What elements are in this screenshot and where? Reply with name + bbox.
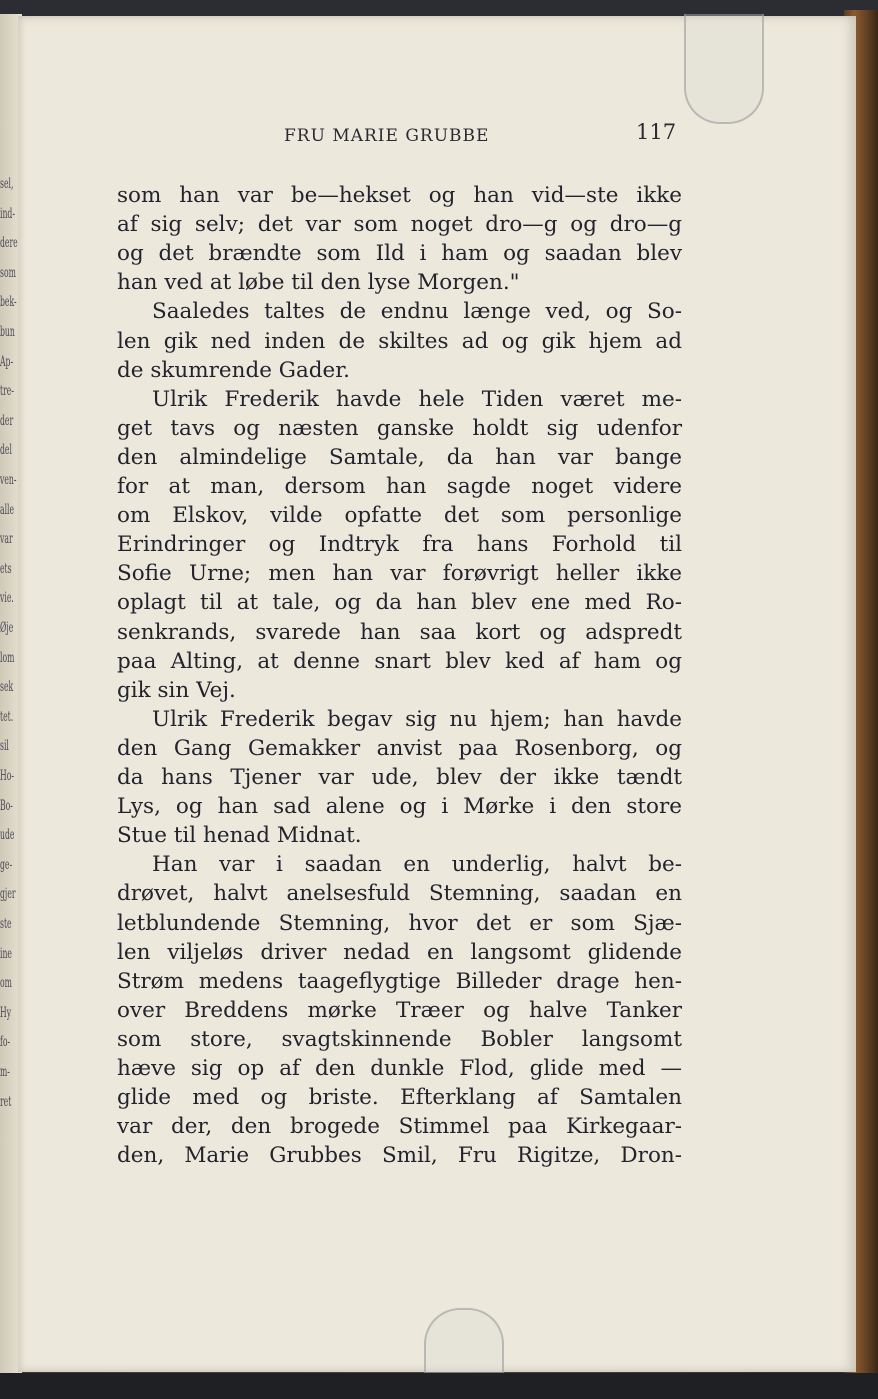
text-line: Stue til henad Midnat. (117, 823, 362, 848)
text-line: gik sin Vej. (117, 678, 236, 703)
prev-page-fragment: bek- (0, 294, 17, 310)
prev-page-fragment: lom (0, 650, 15, 666)
text-line: hæve sig op af den dunkle Flod, glide med — (117, 1056, 682, 1081)
text-line: len gik ned inden de skiltes ad og gik hjem ad (117, 329, 682, 354)
text-line: get tavs og næsten ganske holdt sig udenfor (117, 416, 682, 441)
text-line: om Elskov, vilde opfatte det som personlige (117, 503, 682, 528)
prev-page-fragment: tet. (0, 709, 14, 725)
prev-page-fragment: ste (0, 916, 12, 932)
text-line: senkrands, svarede han saa kort og adspredt (117, 620, 682, 645)
text-line: Erindringer og Indtryk fra hans Forhold til (117, 532, 682, 557)
text-line: da hans Tjener var ude, blev der ikke tændt (117, 765, 682, 790)
prev-page-fragment: ret (0, 1094, 12, 1110)
prev-page-fragment: ven- (0, 472, 17, 488)
prev-page-fragment: fo- (0, 1034, 11, 1050)
prev-page-fragment: sek (0, 679, 14, 695)
text-line: var der, den brogede Stimmel paa Kirkegaar- (117, 1114, 682, 1139)
prev-page-fragment: som (0, 265, 16, 281)
text-line: Han var i saadan en underlig, halvt be- (152, 852, 682, 877)
text-line: Saaledes taltes de endnu længe ved, og So- (152, 299, 682, 324)
text-line: paa Alting, at denne snart blev ked af ham og (117, 649, 682, 674)
text-line: oplagt til at tale, og da han blev ene med Ro- (117, 590, 682, 615)
text-line: Sofie Urne; men han var forøvrigt heller ikke (117, 561, 682, 586)
prev-page-fragment: om (0, 975, 12, 991)
text-line: som store, svagtskinnende Bobler langsomt (117, 1027, 682, 1052)
text-line: Strøm medens taageflygtige Billeder drage hen- (117, 969, 682, 994)
text-line: Ulrik Frederik begav sig nu hjem; han havde (152, 707, 682, 732)
text-line: Lys, og han sad alene og i Mørke i den store (117, 794, 682, 819)
text-line: han ved at løbe til den lyse Morgen." (117, 270, 520, 295)
text-line: den almindelige Samtale, da han var bange (117, 445, 682, 470)
text-line: den, Marie Grubbes Smil, Fru Rigitze, Dron- (117, 1143, 682, 1168)
text-line: drøvet, halvt anelsesfuld Stemning, saadan en (117, 881, 682, 906)
prev-page-fragment: sel, (0, 176, 14, 192)
text-line: den Gang Gemakker anvist paa Rosenborg, og (117, 736, 682, 761)
page-number: 117 (636, 120, 677, 144)
running-head: FRU MARIE GRUBBE (284, 126, 490, 146)
prev-page-fragment: ine (0, 946, 12, 962)
prev-page-fragment: sil (0, 738, 9, 754)
prev-page-fragment: Hy (0, 1005, 12, 1021)
prev-page-fragment: der (0, 413, 14, 429)
text-line: og det brændte som Ild i ham og saadan blev (117, 241, 682, 266)
text-line: over Breddens mørke Træer og halve Tanker (117, 998, 682, 1023)
prev-page-fragment: tre- (0, 383, 14, 399)
text-line: de skumrende Gader. (117, 358, 351, 383)
text-line: af sig selv; det var som noget dro—g og dro—g (117, 212, 682, 237)
prev-page-fragment: ude (0, 827, 15, 843)
text-line: len viljeløs driver nedad en langsomt glidende (117, 940, 682, 965)
prev-page-fragment: del (0, 442, 12, 458)
text-line: Ulrik Frederik havde hele Tiden været me- (152, 387, 682, 412)
prev-page-fragment: Bo- (0, 798, 13, 814)
prev-page-fragment: dere (0, 235, 18, 251)
prev-page-fragment: ets (0, 561, 12, 577)
prev-page-fragment: Øje (0, 620, 14, 636)
text-line: letblundende Stemning, hvor det er som Sjæ- (117, 911, 682, 936)
prev-page-fragment: bun (0, 324, 15, 340)
prev-page-fragment: vie. (0, 590, 14, 606)
prev-page-fragment: Ap- (0, 354, 14, 370)
prev-page-fragment: ge- (0, 857, 13, 873)
text-line: for at man, dersom han sagde noget videre (117, 474, 682, 499)
text-line: som han var be—hekset og han vid—ste ikke (117, 183, 682, 208)
prev-page-fragment: gjer (0, 886, 16, 902)
prev-page-fragment: ind- (0, 206, 15, 222)
text-line: glide med og briste. Efterklang af Samtalen (117, 1085, 682, 1110)
prev-page-fragment: Ho- (0, 768, 14, 784)
prev-page-fragment: alle (0, 502, 15, 518)
prev-page-fragment: m- (0, 1064, 10, 1080)
prev-page-fragment: var (0, 531, 13, 547)
